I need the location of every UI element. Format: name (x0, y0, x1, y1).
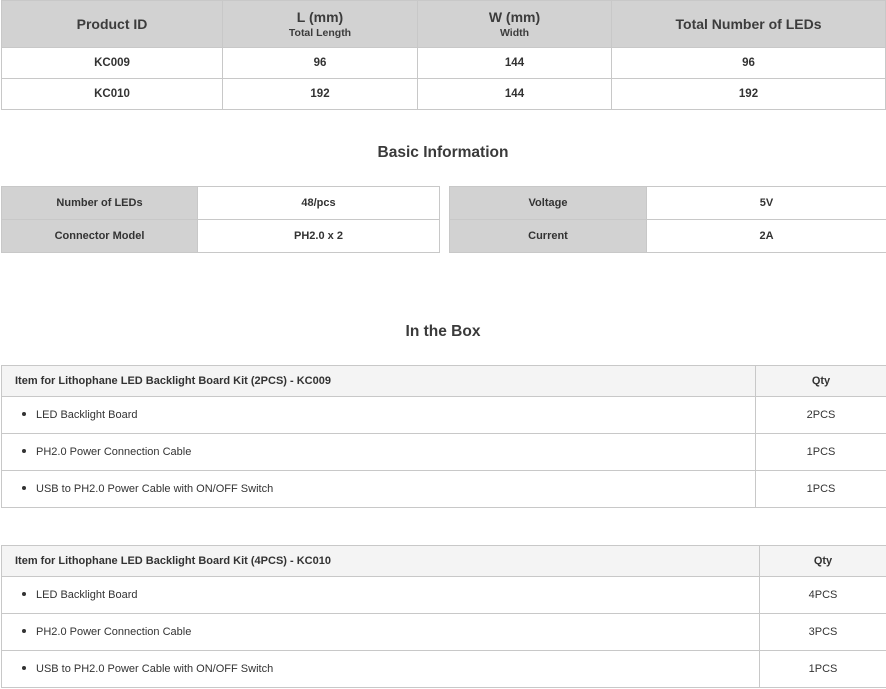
table-row (2, 577, 886, 614)
item-cell (2, 614, 760, 651)
qty-header: Qty (760, 546, 886, 577)
table-row (2, 187, 440, 220)
header-main: Total Number of LEDs (675, 16, 822, 32)
header-length (223, 1, 418, 48)
qty-header: Qty (756, 366, 886, 397)
header-main: W (mm) (488, 9, 541, 25)
info-label: Voltage (450, 187, 647, 220)
product-spec-table (1, 0, 886, 110)
info-value: 48/pcs (198, 187, 440, 220)
box-table-header-row (2, 366, 886, 397)
info-value: 5V (647, 187, 886, 220)
item-cell (2, 651, 760, 688)
cell-product-id: KC010 (2, 79, 223, 110)
table-row (450, 187, 886, 220)
table-row (2, 614, 886, 651)
info-label: Current (450, 220, 647, 253)
table-row (2, 471, 886, 508)
table-row (2, 651, 886, 688)
header-total-leds (612, 1, 886, 48)
bullet-icon (22, 486, 26, 490)
info-label: Number of LEDs (2, 187, 198, 220)
table-row (2, 48, 886, 79)
info-value: 2A (647, 220, 886, 253)
basic-information-heading: Basic Information (377, 144, 509, 161)
item-name: LED Backlight Board (36, 589, 138, 601)
info-label: Connector Model (2, 220, 198, 253)
item-cell (2, 397, 756, 434)
bullet-icon (22, 629, 26, 633)
basic-info-table-right (449, 186, 886, 253)
product-table-header-row (2, 1, 886, 48)
box-contents-table-kc010 (1, 545, 886, 688)
item-cell (2, 434, 756, 471)
qty-cell: 3PCS (760, 614, 886, 651)
item-name: PH2.0 Power Connection Cable (36, 626, 192, 638)
kit-header: Item for Lithophane LED Backlight Board Kit (4PCS) - KC010 (2, 546, 760, 577)
header-product-id (2, 1, 223, 48)
kit-header: Item for Lithophane LED Backlight Board Kit (2PCS) - KC009 (2, 366, 756, 397)
bullet-icon (22, 592, 26, 596)
bullet-icon (22, 666, 26, 670)
qty-cell: 4PCS (760, 577, 886, 614)
cell-length: 96 (223, 48, 418, 79)
box-table-header-row (2, 546, 886, 577)
header-width (418, 1, 612, 48)
item-cell (2, 471, 756, 508)
qty-cell: 1PCS (756, 471, 886, 508)
basic-info-table-left (1, 186, 440, 253)
table-row (2, 220, 440, 253)
table-row (2, 434, 886, 471)
header-sub: Total Length (288, 27, 352, 39)
bullet-icon (22, 412, 26, 416)
cell-length: 192 (223, 79, 418, 110)
item-name: USB to PH2.0 Power Cable with ON/OFF Switch (36, 663, 274, 675)
header-main: L (mm) (296, 9, 344, 25)
cell-leds: 192 (612, 79, 886, 110)
in-the-box-heading: In the Box (405, 323, 481, 340)
cell-width: 144 (418, 79, 612, 110)
info-value: PH2.0 x 2 (198, 220, 440, 253)
qty-cell: 1PCS (760, 651, 886, 688)
table-row (2, 397, 886, 434)
item-cell (2, 577, 760, 614)
item-name: PH2.0 Power Connection Cable (36, 446, 192, 458)
table-row (2, 79, 886, 110)
qty-cell: 2PCS (756, 397, 886, 434)
cell-leds: 96 (612, 48, 886, 79)
box-contents-table-kc009 (1, 365, 886, 508)
table-row (450, 220, 886, 253)
header-sub: Width (499, 27, 530, 39)
cell-product-id: KC009 (2, 48, 223, 79)
cell-width: 144 (418, 48, 612, 79)
item-name: USB to PH2.0 Power Cable with ON/OFF Switch (36, 483, 274, 495)
header-main: Product ID (76, 16, 148, 32)
bullet-icon (22, 449, 26, 453)
qty-cell: 1PCS (756, 434, 886, 471)
item-name: LED Backlight Board (36, 409, 138, 421)
